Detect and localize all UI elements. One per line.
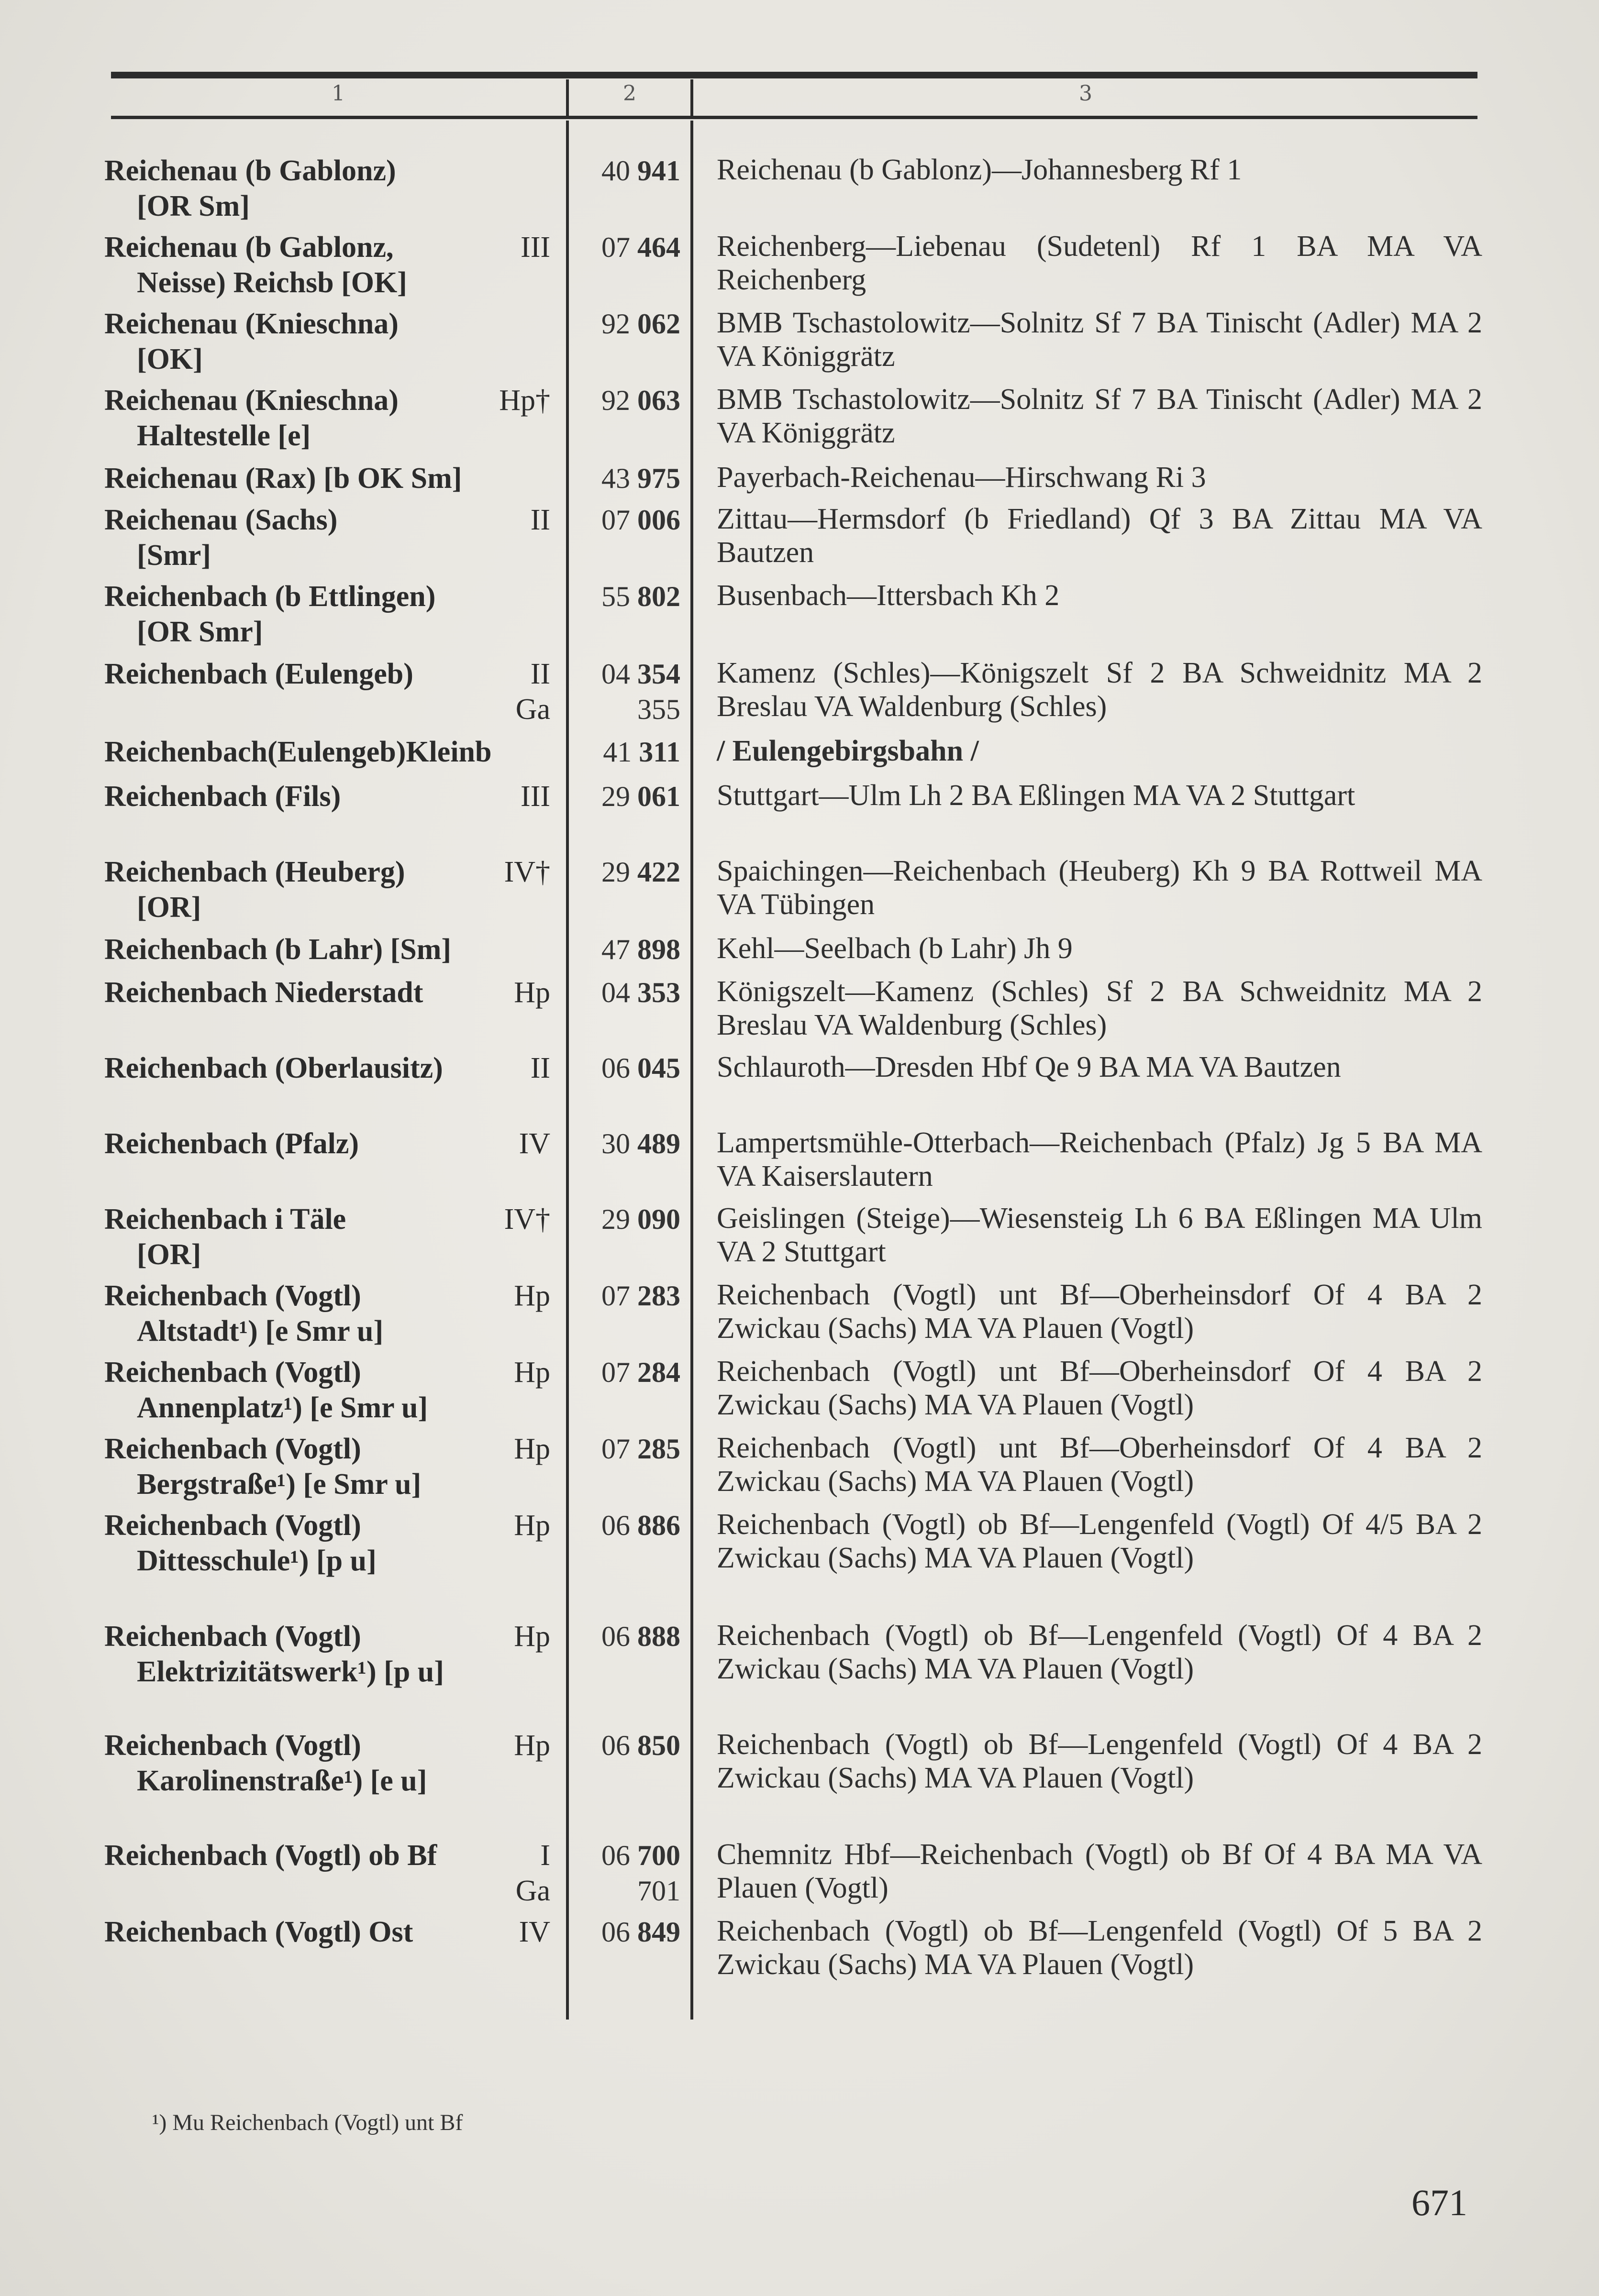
- station-number-suffix: 898: [637, 934, 680, 965]
- station-number-suffix: 802: [637, 581, 680, 612]
- station-name-line1: Reichenau (Knieschna): [104, 384, 399, 417]
- column-number-2: 2: [623, 81, 636, 106]
- station-number-prefix: 06: [601, 1730, 630, 1761]
- route-description: Reichenbach (Vogtl) unt Bf—Oberheinsdorf Of 4 BA 2 Zwickau (Sachs) MA VA Plauen (Vogtl): [717, 1432, 1482, 1498]
- station-name-line1: Reichenbach (Oberlausitz): [104, 1052, 443, 1084]
- station-number: [569, 502, 680, 538]
- station-class: Hp: [514, 1356, 550, 1389]
- station-name-line1: Reichenbach (Pfalz): [104, 1127, 359, 1160]
- route-description: Schlauroth—Dresden Hbf Qe 9 BA MA VA Bautzen: [717, 1051, 1341, 1083]
- station-number-prefix: 07: [601, 504, 630, 536]
- station-name-line1: Reichenbach (Vogtl) ob Bf: [104, 1839, 437, 1872]
- station-name-line1: Reichenbach (Vogtl): [104, 1729, 361, 1762]
- route-description: Reichenbach (Vogtl) unt Bf—Oberheinsdorf Of 4 BA 2 Zwickau (Sachs) MA VA Plauen (Vogtl): [717, 1279, 1482, 1345]
- station-number-prefix: 07: [601, 1280, 630, 1312]
- station-number-prefix: 92: [601, 385, 630, 416]
- station-name-line1: Reichenbach (Vogtl): [104, 1620, 361, 1653]
- station-number: [569, 383, 680, 418]
- station-name: [104, 734, 559, 770]
- station-number-prefix: 29: [601, 856, 630, 888]
- station-number-prefix: 07: [601, 1433, 630, 1465]
- station-name-line2: Karolinenstraße¹) [e u]: [137, 1765, 427, 1797]
- station-number-prefix: 04: [601, 658, 630, 690]
- station-number-suffix: 311: [639, 736, 680, 768]
- station-class: Hp: [514, 1729, 550, 1762]
- station-number-suffix: 062: [637, 308, 680, 340]
- station-name-line1: Reichenbach (Vogtl): [104, 1433, 361, 1465]
- station-class: IV†: [504, 856, 550, 888]
- station-name-line2: Elektrizitätswerk¹) [p u]: [137, 1656, 444, 1688]
- station-name-line1: Reichenbach(Eulengeb)Kleinb: [104, 736, 492, 768]
- station-class: Hp: [514, 1433, 550, 1465]
- station-name-line1: Reichenbach (Fils): [104, 780, 341, 813]
- station-number-prefix: 40: [601, 155, 630, 187]
- station-number: [569, 1355, 680, 1390]
- station-name-line2: [OR Smr]: [137, 616, 263, 648]
- station-number: [569, 1838, 680, 1909]
- station-number-prefix: 06: [601, 1052, 630, 1084]
- route-description: Geislingen (Steige)—Wiesensteig Lh 6 BA Eßlingen MA Ulm VA 2 Stuttgart: [717, 1202, 1482, 1268]
- station-number-prefix: 06: [601, 1621, 630, 1652]
- station-class: IV: [519, 1916, 550, 1948]
- header-divider-1: [566, 79, 569, 116]
- route-description: Reichenberg—Liebenau (Sudetenl) Rf 1 BA MA VA Reichenberg: [717, 230, 1482, 296]
- station-number-prefix: 07: [601, 1357, 630, 1388]
- station-number-suffix: 063: [637, 385, 680, 416]
- station-name: [104, 502, 559, 573]
- station-number: [569, 1619, 680, 1654]
- station-name: [104, 1278, 559, 1349]
- station-number-suffix: 354: [637, 658, 680, 690]
- station-class: Hp: [514, 1620, 550, 1653]
- station-number-suffix: 850: [637, 1730, 680, 1761]
- station-number-suffix: 489: [637, 1128, 680, 1159]
- station-name-line1: Reichenau (b Gablonz): [104, 155, 396, 187]
- station-class: II: [530, 1052, 550, 1084]
- column-divider-2: [690, 121, 693, 2020]
- station-name: [104, 383, 559, 453]
- station-name: [104, 1355, 559, 1425]
- station-name-line1: Reichenbach (Vogtl): [104, 1509, 361, 1542]
- route-description: Busenbach—Ittersbach Kh 2: [717, 579, 1060, 612]
- station-number: [569, 1202, 680, 1237]
- station-name: [104, 975, 559, 1010]
- station-number-suffix: 849: [637, 1916, 680, 1948]
- station-name-line1: Reichenbach Niederstadt: [104, 976, 423, 1009]
- route-description: Reichenau (b Gablonz)—Johannesberg Rf 1: [717, 154, 1242, 186]
- station-number-prefix: 30: [601, 1128, 630, 1159]
- station-name-line1: Reichenbach (Vogtl): [104, 1280, 361, 1312]
- station-class: III: [521, 231, 550, 264]
- station-number: [569, 932, 680, 967]
- station-number-suffix: 353: [637, 977, 680, 1008]
- station-number: [569, 779, 680, 814]
- station-number: [569, 975, 680, 1010]
- station-name: [104, 306, 559, 377]
- station-number: [569, 230, 680, 265]
- station-name-line2: Bergstraße¹) [e Smr u]: [137, 1468, 422, 1501]
- station-name-line1: Reichenbach (Vogtl): [104, 1356, 361, 1389]
- station-name: [104, 1202, 559, 1272]
- station-name-line1: Reichenbach i Täle: [104, 1203, 346, 1236]
- route-description: Spaichingen—Reichenbach (Heuberg) Kh 9 BA Rottweil MA VA Tübingen: [717, 855, 1482, 921]
- column-number-3: 3: [1079, 81, 1092, 106]
- top-rule: [111, 72, 1477, 78]
- station-number: [569, 579, 680, 614]
- route-description: BMB Tschastolowitz—Solnitz Sf 7 BA Tinischt (Adler) MA 2 VA Königgrätz: [717, 383, 1482, 449]
- station-class: I: [540, 1839, 550, 1872]
- station-name-line1: Reichenau (Rax) [b OK Sm]: [104, 462, 462, 495]
- station-number: [569, 656, 680, 727]
- station-number-prefix: 06: [601, 1840, 630, 1871]
- route-description: Chemnitz Hbf—Reichenbach (Vogtl) ob Bf Of 4 BA MA VA Plauen (Vogtl): [717, 1838, 1482, 1904]
- column-number-1: 1: [332, 81, 345, 106]
- station-name: [104, 779, 559, 814]
- route-description: Lampertsmühle-Otterbach—Reichenbach (Pfalz) Jg 5 BA MA VA Kaiserslautern: [717, 1126, 1482, 1192]
- station-name: [104, 1619, 559, 1689]
- station-name-line1: Reichenau (Sachs): [104, 504, 338, 536]
- station-class: Hp: [514, 976, 550, 1009]
- station-class: II: [530, 658, 550, 690]
- station-number-suffix: 090: [637, 1203, 680, 1235]
- station-name-line2: Haltestelle [e]: [137, 419, 311, 452]
- station-name-line1: Reichenbach (Vogtl) Ost: [104, 1916, 413, 1948]
- station-name: [104, 1838, 559, 1873]
- station-name: [104, 1508, 559, 1578]
- station-class-line2: Ga: [515, 1875, 550, 1907]
- station-number-suffix: 975: [637, 463, 680, 494]
- station-name-line2: Altstadt¹) [e Smr u]: [137, 1315, 384, 1347]
- station-class: IV: [519, 1127, 550, 1160]
- station-number-prefix: 06: [601, 1916, 630, 1948]
- station-number-prefix: 29: [601, 781, 630, 812]
- station-name: [104, 932, 559, 967]
- station-number-suffix: 464: [637, 232, 680, 263]
- station-name-line2: Annenplatz¹) [e Smr u]: [137, 1391, 428, 1424]
- station-name: [104, 1126, 559, 1161]
- station-number: [569, 1728, 680, 1763]
- route-description: Reichenbach (Vogtl) ob Bf—Lengenfeld (Vogtl) Of 4/5 BA 2 Zwickau (Sachs) MA VA Plauen (Vogtl): [717, 1508, 1482, 1574]
- station-name-line1: Reichenbach (Heuberg): [104, 856, 405, 888]
- footnote: ¹) Mu Reichenbach (Vogtl) unt Bf: [152, 2110, 463, 2135]
- station-number: [569, 1508, 680, 1543]
- station-number-suffix: 888: [637, 1621, 680, 1652]
- route-description: Reichenbach (Vogtl) ob Bf—Lengenfeld (Vogtl) Of 4 BA 2 Zwickau (Sachs) MA VA Plauen (Vogtl): [717, 1728, 1482, 1794]
- station-class: II: [530, 504, 550, 536]
- station-class: Hp: [514, 1280, 550, 1312]
- station-name-line2: [OR]: [137, 1238, 201, 1271]
- station-class-line2: Ga: [515, 693, 550, 726]
- station-name: [104, 579, 559, 650]
- station-name-line2: Dittesschule¹) [p u]: [137, 1545, 377, 1577]
- station-number-suffix: 285: [637, 1433, 680, 1465]
- station-number: [569, 1914, 680, 1950]
- header-divider-2: [690, 79, 693, 116]
- column-divider-1: [566, 121, 569, 2020]
- station-number-prefix: 55: [601, 581, 630, 612]
- station-number: [569, 854, 680, 890]
- station-number-suffix: 006: [637, 504, 680, 536]
- station-name: [104, 854, 559, 925]
- route-description: Kehl—Seelbach (b Lahr) Jh 9: [717, 932, 1073, 965]
- station-number-prefix: 41: [603, 736, 632, 768]
- header-rule: [111, 116, 1477, 119]
- station-name: [104, 1728, 559, 1799]
- route-description: Stuttgart—Ulm Lh 2 BA Eßlingen MA VA 2 Stuttgart: [717, 779, 1355, 812]
- station-number-suffix: 284: [637, 1357, 680, 1388]
- station-number: [569, 461, 680, 496]
- station-number-suffix: 061: [637, 781, 680, 812]
- station-name: [104, 1050, 559, 1086]
- station-class: Hp: [514, 1509, 550, 1542]
- station-number-suffix: 283: [637, 1280, 680, 1312]
- station-number: [569, 1126, 680, 1161]
- route-description: Reichenbach (Vogtl) ob Bf—Lengenfeld (Vogtl) Of 5 BA 2 Zwickau (Sachs) MA VA Plauen (Vogtl): [717, 1915, 1482, 1981]
- station-number-suffix: 700: [637, 1840, 680, 1871]
- station-class: IV†: [504, 1203, 550, 1236]
- route-description: Payerbach-Reichenau—Hirschwang Ri 3: [717, 461, 1206, 494]
- station-name: [104, 1914, 559, 1950]
- station-name-line2: [OK]: [137, 343, 203, 375]
- station-name-line1: Reichenau (b Gablonz,: [104, 231, 394, 264]
- station-number-suffix: 941: [637, 155, 680, 187]
- station-number-prefix: 04: [601, 977, 630, 1008]
- station-number: [569, 153, 680, 188]
- station-name-line2: [Smr]: [137, 539, 211, 572]
- station-name-line1: Reichenbach (b Ettlingen): [104, 580, 436, 613]
- station-number-prefix: 43: [601, 463, 630, 494]
- station-number-prefix: 47: [601, 934, 630, 965]
- station-number-suffix: 045: [637, 1052, 680, 1084]
- station-number-suffix: 886: [637, 1510, 680, 1541]
- station-number-prefix: 92: [601, 308, 630, 340]
- route-description: Kamenz (Schles)—Königszelt Sf 2 BA Schweidnitz MA 2 Breslau VA Waldenburg (Schles): [717, 657, 1482, 723]
- station-name-line1: Reichenbach (Eulengeb): [104, 658, 413, 690]
- station-class: III: [521, 780, 550, 813]
- station-number-line2: 701: [637, 1875, 680, 1907]
- route-description: BMB Tschastolowitz—Solnitz Sf 7 BA Tinischt (Adler) MA 2 VA Königgrätz: [717, 307, 1482, 373]
- station-number-prefix: 29: [601, 1203, 630, 1235]
- station-number: [569, 306, 680, 342]
- route-description: Reichenbach (Vogtl) unt Bf—Oberheinsdorf Of 4 BA 2 Zwickau (Sachs) MA VA Plauen (Vogtl): [717, 1355, 1482, 1421]
- route-description: Zittau—Hermsdorf (b Friedland) Qf 3 BA Zittau MA VA Bautzen: [717, 503, 1482, 569]
- station-number-line2: 355: [637, 694, 680, 725]
- station-name: [104, 153, 559, 224]
- station-number-prefix: 06: [601, 1510, 630, 1541]
- station-name-line1: Reichenau (Knieschna): [104, 308, 399, 340]
- route-description: Reichenbach (Vogtl) ob Bf—Lengenfeld (Vogtl) Of 4 BA 2 Zwickau (Sachs) MA VA Plauen (Vogtl): [717, 1619, 1482, 1685]
- station-number-prefix: 07: [601, 232, 630, 263]
- station-number: [569, 1278, 680, 1314]
- station-name-line2: [OR Sm]: [137, 190, 250, 222]
- station-number: [569, 1050, 680, 1086]
- page-number: 671: [1411, 2182, 1467, 2223]
- station-class: Hp†: [499, 384, 550, 417]
- station-name-line2: Neisse) Reichsb [OK]: [137, 266, 407, 299]
- station-name-line1: Reichenbach (b Lahr) [Sm]: [104, 933, 452, 966]
- route-description: Königszelt—Kamenz (Schles) Sf 2 BA Schweidnitz MA 2 Breslau VA Waldenburg (Schles): [717, 975, 1482, 1041]
- station-number: [569, 1431, 680, 1467]
- station-number-suffix: 422: [637, 856, 680, 888]
- station-number: [569, 734, 680, 770]
- station-name: [104, 1431, 559, 1502]
- station-name-line2: [OR]: [137, 891, 201, 924]
- route-description: / Eulengebirgsbahn /: [717, 735, 979, 767]
- station-name: [104, 461, 559, 496]
- station-name: [104, 230, 559, 300]
- station-name: [104, 656, 559, 692]
